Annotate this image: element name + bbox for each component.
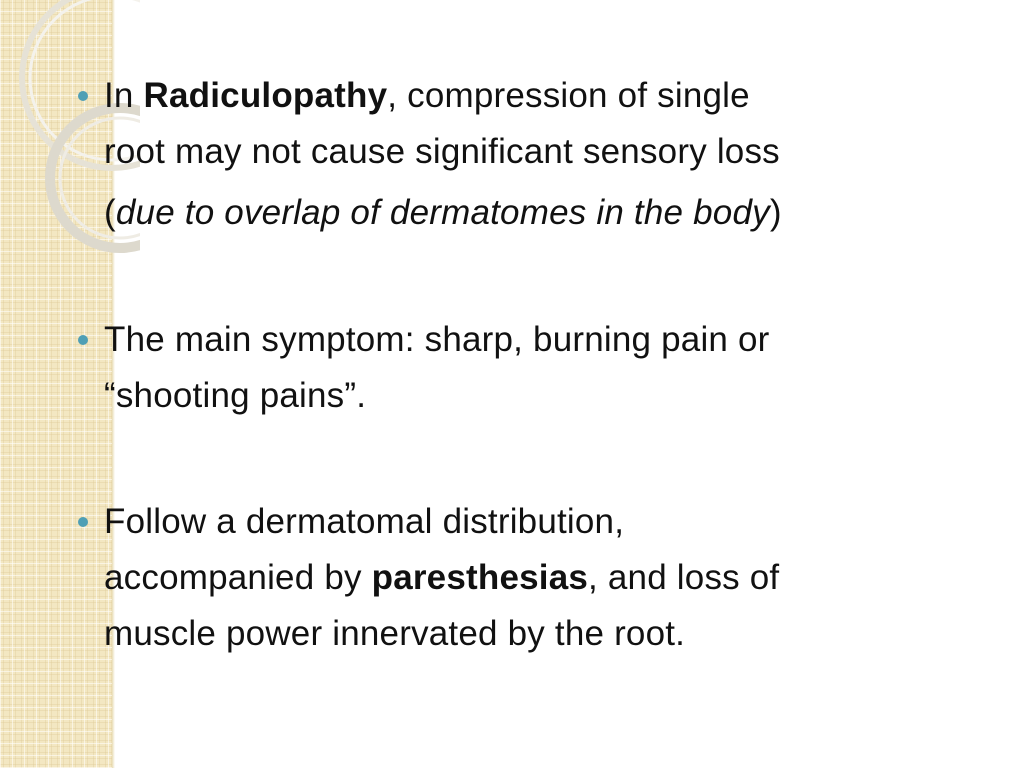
bullet-marker-2 [78,335,88,345]
paresthesias-term: paresthesias [371,558,589,597]
bullet-text-1 [104,68,964,241]
radiculopathy-term: Radiculopathy [143,76,388,115]
bullet-2-line-1: The main symptom: sharp, burning pain or [104,320,770,359]
paren-open: ( [104,193,116,232]
bullet-marker-3 [78,517,88,527]
bullet-text-2 [104,312,964,424]
bullet-1-line-2: root may not cause significant sensory loss [104,132,780,171]
bullet-text-3 [104,494,964,662]
bullet-3-text-pre: accompanied by [104,558,372,597]
bullet-1-text-post: , compression of single [387,76,750,115]
bullet-3-line-2 [104,550,964,606]
bullet-marker-1 [78,91,88,101]
overlap-note: due to overlap of dermatomes in the body [115,193,770,232]
bullet-3-line-3: muscle power innervated by the root. [104,614,686,653]
paren-close: ) [769,193,782,232]
bullet-1-text-pre: In [104,76,144,115]
bullet-1-line-1 [104,68,964,124]
bullet-2-line-2: “shooting pains”. [104,376,367,415]
bullet-3-text-post: , and loss of [588,558,780,597]
bullet-1-line-3 [104,185,964,241]
bullet-3-line-1: Follow a dermatomal distribution, [104,502,625,541]
